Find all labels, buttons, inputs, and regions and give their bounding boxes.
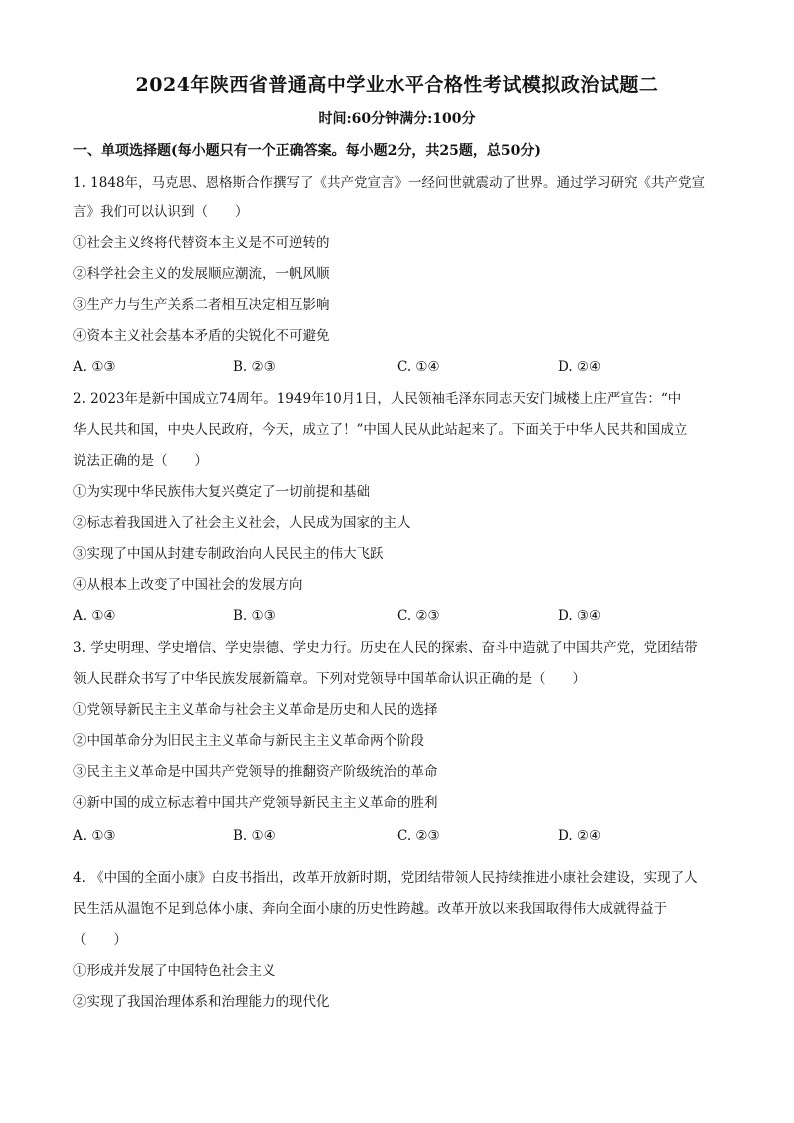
question-2-option-d: D. ③④ (558, 608, 602, 624)
question-2-statement-3: ③实现了中国从封建专制政治向人民民主的伟大飞跃 (73, 546, 384, 562)
question-1-statement-1: ①社会主义终将代替资本主义是不可逆转的 (73, 235, 330, 251)
question-4-stem-line-1: 4. 《中国的全面小康》白皮书指出，改革开放新时期，党团结带领人民持续推进小康社会建设，实现了人 (73, 870, 698, 886)
question-3-option-a: A. ①③ (73, 828, 116, 844)
question-1-statement-3: ③生产力与生产关系二者相互决定相互影响 (73, 297, 330, 313)
question-1-statement-2: ②科学社会主义的发展顺应潮流，一帆风顺 (73, 266, 330, 282)
question-1-stem-line-1: 1. 1848年，马克思、恩格斯合作撰写了《共产党宣言》一经问世就震动了世界。通过学习研究《共产党宣 (73, 175, 706, 191)
question-3-statement-1: ①党领导新民主主义革命与社会主义革命是历史和人民的选择 (73, 702, 438, 718)
question-4-stem-line-2: 民生活从温饱不足到总体小康、奔向全面小康的历史性跨越。改革开放以来我国取得伟大成就得益于 (73, 901, 667, 917)
question-4-statement-1: ①形成并发展了中国特色社会主义 (73, 963, 276, 979)
question-2-statement-2: ②标志着我国进入了社会主义社会，人民成为国家的主人 (73, 515, 411, 531)
question-1-stem-line-2: 言》我们可以认识到（ ） (73, 204, 249, 220)
question-2-statement-1: ①为实现中华民族伟大复兴奠定了一切前提和基础 (73, 484, 370, 500)
question-1-statement-4: ④资本主义社会基本矛盾的尖锐化不可避免 (73, 328, 330, 344)
question-3-option-b: B. ①④ (233, 828, 276, 844)
question-3-stem-line-2: 领人民群众书写了中华民族发展新篇章。下列对党领导中国革命认识正确的是（ ） (73, 671, 586, 687)
question-1-option-a: A. ①③ (73, 359, 116, 375)
question-2-stem-line-2: 华人民共和国，中央人民政府，今天，成立了！”中国人民从此站起来了。下面关于中华人民共和国成立 (73, 422, 688, 438)
question-1-option-c: C. ①④ (397, 359, 440, 375)
page-title: 2024年陕西省普通高中学业水平合格性考试模拟政治试题二 (135, 74, 659, 96)
question-2-option-a: A. ①④ (73, 608, 116, 624)
question-3-statement-3: ③民主主义革命是中国共产党领导的推翻资产阶级统治的革命 (73, 764, 438, 780)
question-2-statement-4: ④从根本上改变了中国社会的发展方向 (73, 577, 303, 593)
question-1-option-d: D. ②④ (558, 359, 602, 375)
question-3-option-d: D. ②④ (558, 828, 602, 844)
question-4-statement-2: ②实现了我国治理体系和治理能力的现代化 (73, 994, 330, 1010)
section-heading: 一、单项选择题(每小题只有一个正确答案。每小题2分，共25题，总50分) (73, 143, 541, 159)
question-3-option-c: C. ②③ (397, 828, 440, 844)
question-2-stem-line-3: 说法正确的是（ ） (73, 453, 208, 469)
question-3-stem-line-1: 3. 学史明理、学史增信、学史崇德、学史力行。历史在人民的探索、奋斗中造就了中国共产党，党团结带 (73, 640, 698, 656)
question-2-option-c: C. ②③ (397, 608, 440, 624)
question-4-stem-line-3: （ ） (73, 932, 127, 948)
question-3-statement-4: ④新中国的成立标志着中国共产党领导新民主主义革命的胜利 (73, 795, 438, 811)
question-2-stem-line-1: 2. 2023年是新中国成立74周年。1949年10月1日，人民领袖毛泽东同志天安门城楼上庄严宣告：“中 (73, 391, 682, 407)
question-3-statement-2: ②中国革命分为旧民主主义革命与新民主主义革命两个阶段 (73, 733, 424, 749)
question-2-option-b: B. ①③ (233, 608, 276, 624)
exam-time-info: 时间:60分钟满分:100分 (318, 111, 476, 127)
question-1-option-b: B. ②③ (233, 359, 276, 375)
